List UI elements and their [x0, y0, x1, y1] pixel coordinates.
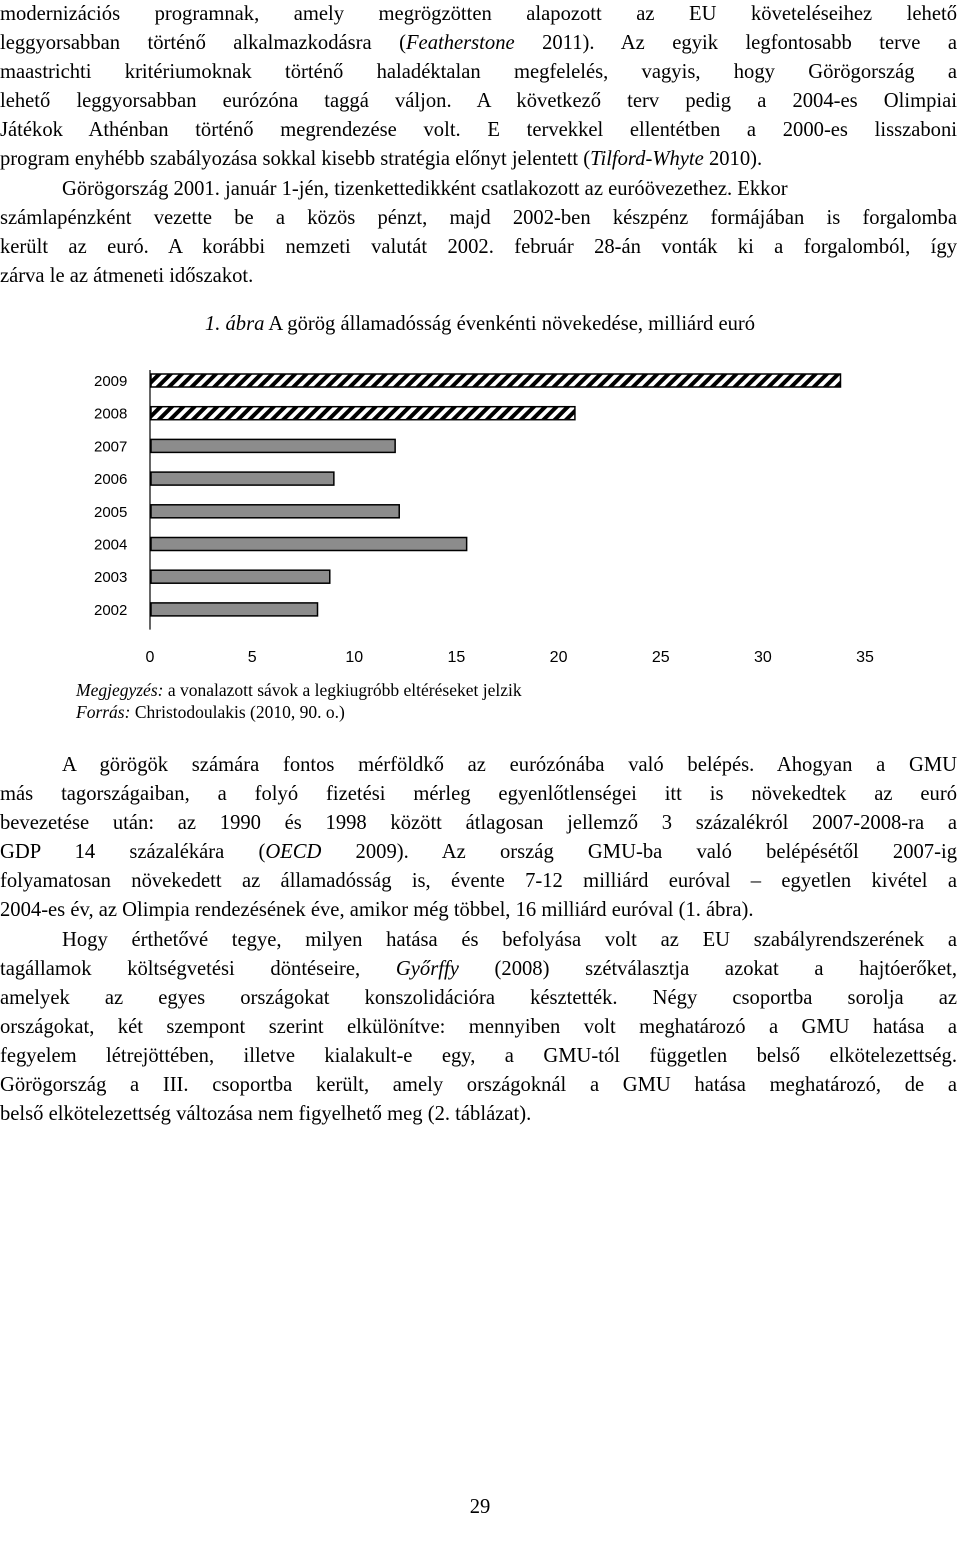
bar-chart: [80, 360, 880, 670]
x-tick-label: 0: [145, 649, 155, 666]
text-line: [0, 58, 957, 87]
source-text: Christodoulakis (2010, 90. o.): [130, 702, 345, 722]
y-tick-label: 2005: [94, 503, 128, 521]
y-tick-label: 2007: [94, 438, 128, 456]
paragraph-intro: [0, 0, 957, 291]
bar-2004: [151, 538, 467, 551]
text-segment: Görögország a III. csoportba került, amely országoknál a GMU hatása meghatározó, de a: [0, 1074, 957, 1097]
text-segment: (2008) szétválasztja azokat a hajtóerőket,: [458, 957, 957, 980]
x-tick-label: 25: [651, 649, 670, 666]
text-segment: más tagországaiban, a folyó fizetési mérleg egyenlőtlenségei itt is növekedtek az euró: [0, 783, 957, 806]
text-line: [0, 838, 957, 867]
figure-note: [76, 679, 522, 701]
y-tick-label: 2002: [94, 601, 128, 619]
text-line: [0, 984, 957, 1013]
text-segment: amelyek az egyes országokat konszolidációra késztették. Négy csoportba sorolja az: [0, 986, 957, 1009]
text-segment: belső elkötelezettség változása nem figyelhető meg (2. táblázat).: [0, 1103, 532, 1126]
text-line: [0, 955, 957, 984]
bar-2005: [151, 505, 399, 518]
text-segment: GDP 14 százalékára (: [0, 841, 266, 864]
text-segment: 2011). Az egyik legfontosabb terve a: [514, 32, 958, 55]
bar-2009: [151, 374, 840, 387]
source-label: Forrás:: [76, 702, 131, 722]
text-line: [0, 1071, 957, 1100]
text-line: [0, 809, 957, 838]
note-label: Megjegyzés:: [76, 680, 164, 700]
figure-caption: [0, 313, 960, 336]
text-segment: tagállamok költségvetési döntéseire,: [0, 957, 396, 980]
y-tick-label: 2006: [94, 471, 128, 489]
figure-notes: [76, 679, 522, 723]
text-line: [0, 751, 957, 780]
page-number: 29: [469, 1496, 491, 1518]
text-segment: bevezetése után: az 1990 és 1998 között átlagosan jellemző 3 százalékról 2007-2008-ra a: [0, 812, 957, 835]
text-segment: került az euró. A korábbi nemzeti valutát 2002. február 28-án vonták ki a forgalomból, így: [0, 235, 957, 258]
text-segment: folyamatosan növekedett az államadósság is, évente 7-12 milliárd euróval – egyetlen kivétel a: [0, 870, 957, 893]
text-line: [0, 1042, 957, 1071]
x-tick-label: 15: [447, 649, 466, 666]
y-tick-label: 2004: [94, 536, 128, 554]
text-line: [0, 29, 957, 58]
note-text: a vonalazott sávok a legkiugróbb eltéréseket jelzik: [163, 680, 522, 700]
text-segment: leggyorsabban történő alkalmazkodásra (: [0, 32, 406, 55]
text-segment: zárva le az átmeneti időszakot.: [0, 264, 254, 287]
bar-2003: [151, 570, 330, 583]
y-tick-label: 2009: [94, 373, 128, 390]
figure-number: 1. ábra: [204, 313, 265, 335]
x-tick-label: 10: [345, 649, 364, 666]
text-line: [0, 1013, 957, 1042]
x-tick-label: 20: [549, 649, 568, 666]
italic-reference: Győrffy: [395, 957, 459, 980]
italic-reference: Tilford-Whyte: [590, 148, 704, 171]
text-line: [0, 175, 957, 204]
text-line: [0, 116, 957, 145]
text-line: [0, 896, 957, 925]
text-segment: országokat, két szempont szerint elkülönítve: mennyiben volt meghatározó a GMU hatása a: [0, 1015, 957, 1038]
text-segment: modernizációs programnak, amely megrögzötten alapozott az EU követeléseihez lehető: [0, 3, 957, 25]
text-line: [0, 204, 957, 233]
text-line: [0, 87, 957, 116]
text-line: [0, 926, 957, 955]
bar-2007: [151, 439, 395, 452]
italic-reference: OECD: [265, 841, 322, 864]
text-segment: 2010).: [703, 148, 763, 171]
y-tick-label: 2003: [94, 569, 128, 587]
text-line: [0, 262, 957, 291]
figure-title: A görög államadósság évenkénti növekedése, milliárd euró: [264, 313, 756, 335]
text-segment: program enyhébb szabályozása sokkal kisebb stratégia előnyt jelentett (: [0, 148, 591, 171]
text-segment: fegyelem létrejöttében, illetve kialakult-e egy, a GMU-tól független belső elkötelezettség.: [0, 1044, 957, 1067]
x-tick-label: 30: [753, 649, 772, 666]
text-segment: 2009). Az ország GMU-ba való belépésétől 2007-ig: [321, 841, 957, 864]
text-segment: A görögök számára fontos mérföldkő az eurózónába való belépés. Ahogyan a GMU: [62, 754, 957, 776]
bar-2006: [151, 472, 334, 485]
figure-source: [76, 701, 522, 723]
text-line: [0, 867, 957, 896]
bar-2008: [151, 407, 575, 420]
text-segment: Hogy érthetővé tegye, milyen hatása és befolyása volt az EU szabályrendszerének a: [62, 928, 957, 951]
y-tick-label: 2008: [94, 405, 128, 423]
paragraph-body: [0, 751, 957, 1129]
text-segment: 2004-es év, az Olimpia rendezésének éve, amikor még többel, 16 milliárd euróval (1. ábra).: [0, 899, 754, 922]
text-segment: Játékok Athénban történő megrendezése volt. E tervekkel ellentétben a 2000-es lisszaboni: [0, 119, 957, 142]
text-line: [0, 233, 957, 262]
text-segment: lehető leggyorsabban eurózóna taggá váljon. A következő terv pedig a 2004-es Olimpiai: [0, 90, 957, 113]
x-tick-label: 5: [247, 649, 257, 666]
text-segment: maastrichti kritériumoknak történő haladéktalan megfelelés, vagyis, hogy Görögország a: [0, 61, 957, 84]
italic-reference: Featherstone: [405, 32, 515, 55]
text-line: [0, 0, 957, 29]
x-tick-label: 35: [856, 649, 874, 666]
text-line: [0, 780, 957, 809]
text-segment: Görögország 2001. január 1-jén, tizenkettedikként csatlakozott az euróövezethez. Ekkor: [62, 177, 788, 200]
text-segment: számlapénzként vezette be a közös pénzt, majd 2002-ben készpénz formájában is forgalomba: [0, 206, 957, 229]
bar-2002: [151, 603, 318, 616]
text-line: [0, 1100, 957, 1129]
text-line: [0, 145, 957, 174]
